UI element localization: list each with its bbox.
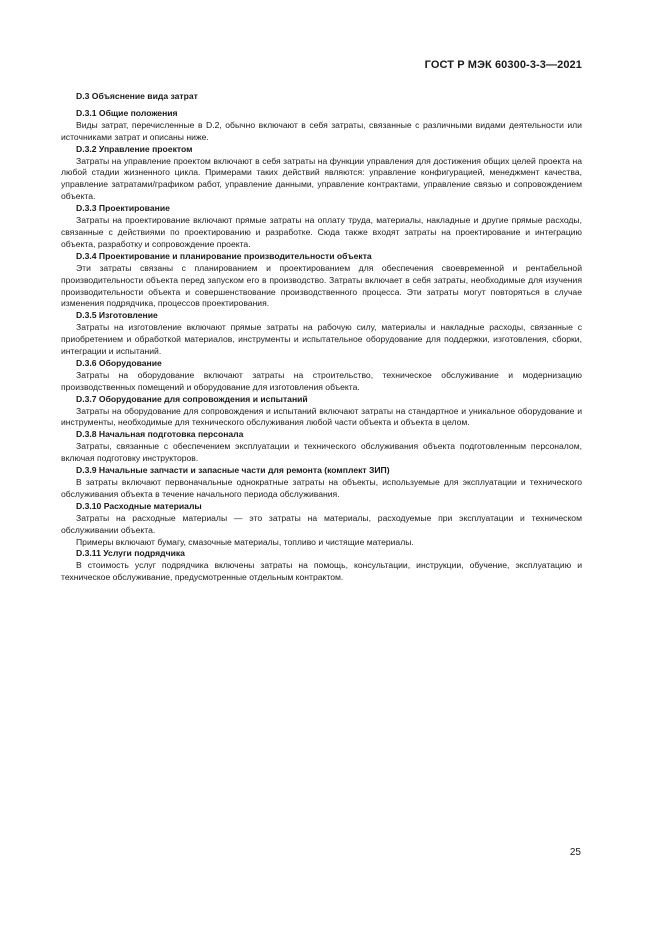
subsection-equipment bbox=[61, 358, 582, 394]
paragraph: Затраты на изготовление включают прямые затраты на рабочую силу, материалы и накладные расходы, связанные с приобретением и обработкой материалов, инструменты и испытательное оборудование для поддержки, изготовления, сборки, интеграции и испытаний. bbox=[61, 322, 582, 357]
paragraph: Примеры включают бумагу, смазочные материалы, топливо и чистящие материалы. bbox=[76, 536, 414, 547]
subsection-title: D.3.9 Начальные запчасти и запасные части для ремонта (комплект ЗИП) bbox=[76, 465, 390, 476]
paragraph: Затраты на оборудование для сопровождения и испытаний включают затраты на стандартное и уникальное оборудование и инструменты, необходимые для технического обслуживания любой части объекта и объекта в целом. bbox=[61, 405, 582, 428]
document-code-header: ГОСТ Р МЭК 60300-3-3—2021 bbox=[424, 59, 582, 71]
paragraph: Затраты, связанные с обеспечением эксплуатации и технического обслуживания объекта подготовленным персоналом, включая подготовку инструкторов. bbox=[61, 441, 582, 464]
paragraph: Затраты на оборудование включают затраты на строительство, техническое обслуживание и модернизацию производственных помещений и оборудование для изготовления объекта. bbox=[61, 369, 582, 392]
subsection-title: D.3.1 Общие положения bbox=[76, 107, 178, 118]
subsection-consumables bbox=[61, 501, 582, 549]
subsection-support-test-equipment bbox=[61, 394, 582, 430]
subsection-title: D.3.3 Проектирование bbox=[76, 203, 170, 214]
subsection-title: D.3.10 Расходные материалы bbox=[76, 500, 202, 511]
paragraph: Затраты на расходные материалы — это затраты на материалы, расходуемые при эксплуатации и техническом обслуживании объекта. bbox=[61, 512, 582, 535]
subsection-title: D.3.5 Изготовление bbox=[76, 310, 158, 321]
subsection-general bbox=[61, 108, 582, 144]
subsection-contractor-services bbox=[61, 548, 582, 584]
subsection-initial-training bbox=[61, 429, 582, 465]
subsection-design bbox=[61, 203, 582, 251]
subsection-performance-planning bbox=[61, 251, 582, 311]
page-number: 25 bbox=[569, 847, 581, 858]
subsection-title: D.3.7 Оборудование для сопровождения и испытаний bbox=[76, 393, 308, 404]
subsection-title: D.3.4 Проектирование и планирование производительности объекта bbox=[76, 250, 372, 261]
subsection-title: D.3.11 Услуги подрядчика bbox=[76, 548, 185, 559]
paragraph: Затраты на управление проектом включают в себя затраты на функции управления для достижения общих целей проекта на любой стадии жизненного цикла. Примерами таких действий являются: управление конфигурацией, менеджмент качества, управление затратами/графиком работ, управление данными, управление контрактами, управление связью и сопровождением объекта. bbox=[61, 155, 582, 202]
subsection-manufacturing bbox=[61, 310, 582, 358]
subsection-project-management bbox=[61, 144, 582, 204]
paragraph: В затраты включают первоначальные однократные затраты на объекты, используемые для эксплуатации и технического обслуживания объекта в течение начального периода обслуживания. bbox=[61, 477, 582, 499]
section-title: D.3 Объяснение вида затрат bbox=[76, 91, 198, 101]
subsection-title: D.3.6 Оборудование bbox=[76, 357, 162, 368]
paragraph: В стоимость услуг подрядчика включены затраты на помощь, консультации, инструкции, обучение, эксплуатацию и техническое обслуживание, предусмотренные отдельным контрактом. bbox=[61, 560, 582, 583]
paragraph: Эти затраты связаны с планированием и проектированием для обеспечения своевременной и рентабельной производительности объекта перед запуском его в производство. Затраты включает в себя затраты, необходимые для изучения производительности объекта и совершенствование производственного процесса. Эти затраты могут повторяться в случае изменения подрядчика, процессов проектирования. bbox=[61, 262, 582, 309]
subsection-spare-parts bbox=[61, 465, 582, 501]
paragraph: Затраты на проектирование включают прямые затраты на оплату труда, материалы, накладные и другие прямые расходы, связанные с действиями по проектированию и разработке. Сюда также входят затраты на проектирование и интеграцию объекта, разработку и сопровождение проекта. bbox=[61, 215, 582, 249]
paragraph: Виды затрат, перечисленные в D.2, обычно включают в себя затраты, связанные с различными видами деятельности или источниками затрат и описаны ниже. bbox=[61, 119, 582, 142]
subsection-title: D.3.8 Начальная подготовка персонала bbox=[76, 429, 244, 440]
subsection-title: D.3.2 Управление проектом bbox=[76, 143, 193, 154]
document-body bbox=[61, 91, 582, 584]
